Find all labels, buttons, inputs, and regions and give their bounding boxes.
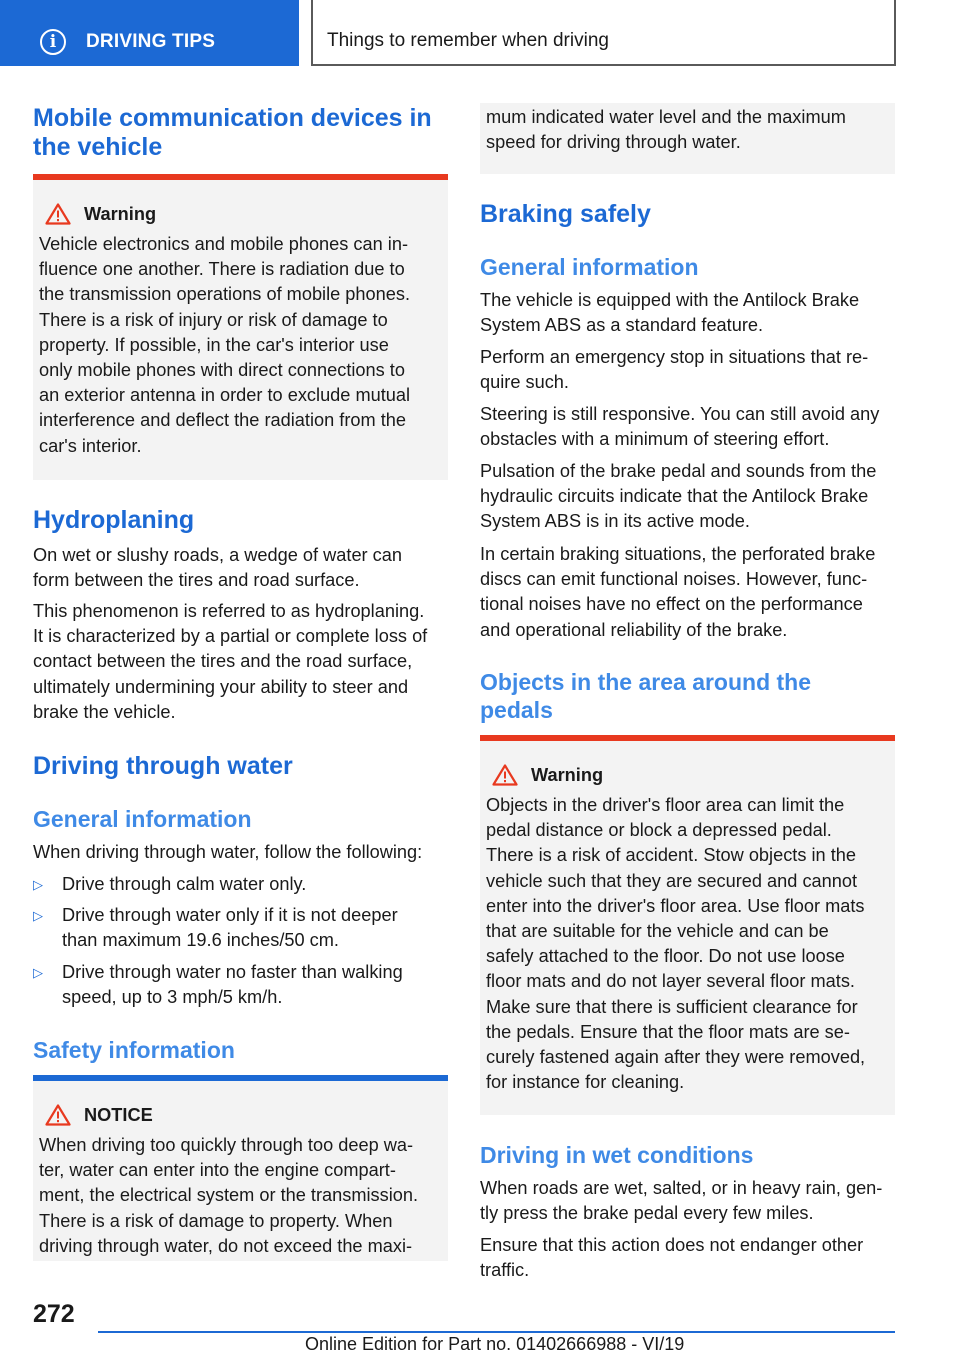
list-item: ▷ Drive through water no faster than walking speed, up to 3 mph/5 km/h. (33, 961, 403, 1007)
footer-edition: Online Edition for Part no. 01402666988 - VI/19 (305, 1334, 685, 1354)
paragraph-wet-1: When roads are wet, salted, or in heavy rain, gen- tly press the brake pedal every few miles. (480, 1178, 883, 1224)
paragraph-braking-1: The vehicle is equipped with the Antilock Brake System ABS as a standard feature. (480, 290, 860, 336)
warning-label: Warning (84, 203, 157, 224)
page-number: 272 (33, 1300, 75, 1328)
chapter-title-box (311, 0, 896, 66)
paragraph-wet-2: Ensure that this action does not endanger other traffic. (480, 1235, 864, 1281)
notice-box-water (33, 1075, 448, 1261)
heading-mobile-devices: Mobile communication devices in the vehicle (33, 104, 432, 161)
water-list (33, 872, 448, 1016)
notice-continued-text: mum indicated water level and the maximum speed for driving through water. (486, 107, 846, 153)
section-tab[interactable] (0, 0, 299, 66)
paragraph-braking-2: Perform an emergency stop in situations that re- quire such. (480, 347, 869, 393)
paragraph-braking-4: Pulsation of the brake pedal and sounds from the hydraulic circuits indicate that the Antilock Brake System ABS is in its active mode. (480, 461, 877, 532)
heading-hydroplaning: Hydroplaning (33, 506, 195, 534)
paragraph-braking-3: Steering is still responsive. You can still avoid any obstacles with a minimum of steering effort. (480, 404, 880, 450)
chapter-title: Things to remember when driving (327, 30, 609, 51)
warning-box-mobile (33, 174, 448, 480)
warning-triangle-icon (492, 764, 518, 786)
warning-triangle-icon (45, 1104, 71, 1126)
warning-triangle-icon (45, 203, 71, 225)
list-item: ▷ Drive through calm water only. (33, 872, 448, 897)
paragraph-braking-5: In certain braking situations, the perforated brake discs can emit functional noises. However, func- tional noises have no effect on the performance and operational reliability of the brake. (480, 544, 876, 640)
subheading-driving-wet-conditions: Driving in wet conditions (480, 1142, 754, 1168)
warning-text: Objects in the driver's floor area can limit the pedal distance or block a depressed pedal. There is a risk of accident. Stow objects in the vehicle such that they are secured and cannot enter into the driver's floor area. Use floor mats that are suitable for the vehicle and can be safely attached to the floor. Do not use loose floor mats and do not layer several floor mats. Make sure that there is sufficient clearance for the pedals. Ensure that the floor mats are se- curely fastened again after they were removed, for instance for cleaning. (486, 795, 866, 1093)
notice-text: When driving too quickly through too deep wa- ter, water can enter into the engine compart- ment, the electrical system or the transmission. There is a risk of damage to property. When driving through water, do not exceed the maxi- (39, 1135, 419, 1256)
subheading-objects-around-pedals: Objects in the area around the pedals (480, 669, 812, 723)
info-icon: i (40, 29, 66, 55)
bullet-triangle-icon: ▷ (33, 908, 43, 924)
warning-box-pedals (480, 735, 895, 1115)
subheading-braking-general: General information (480, 254, 699, 280)
footer-divider (98, 1331, 895, 1333)
notice-box-continued (480, 103, 895, 174)
bullet-triangle-icon: ▷ (33, 964, 43, 980)
paragraph-hydro-2: This phenomenon is referred to as hydroplaning. It is characterized by a partial or complete loss of contact between the tires and the road surface, ultimately undermining your ability to steer and brake the vehicle. (33, 601, 428, 722)
heading-driving-through-water: Driving through water (33, 752, 293, 780)
bullet-triangle-icon: ▷ (33, 877, 43, 892)
heading-braking-safely: Braking safely (480, 200, 651, 228)
warning-text: Vehicle electronics and mobile phones can in- fluence one another. There is radiation due to the transmission operations of mobile phones. There is a risk of injury or risk of damage to property. If possible, in the car's interior use only mobile phones with direct connections to an exterior antenna in order to exclude mutual interference and deflect the radiation from the car's interior. (39, 234, 411, 456)
notice-label: NOTICE (84, 1104, 153, 1125)
list-item: ▷ Drive through water only if it is not deeper than maximum 19.6 inches/50 cm. (33, 905, 398, 951)
section-label: DRIVING TIPS (86, 31, 216, 52)
subheading-safety-information: Safety information (33, 1037, 235, 1063)
warning-label: Warning (531, 764, 604, 785)
paragraph-hydro-1: On wet or slushy roads, a wedge of water can form between the tires and road surface. (33, 545, 402, 591)
paragraph-water-intro: When driving through water, follow the following: (33, 842, 423, 862)
subheading-water-general: General information (33, 806, 252, 832)
